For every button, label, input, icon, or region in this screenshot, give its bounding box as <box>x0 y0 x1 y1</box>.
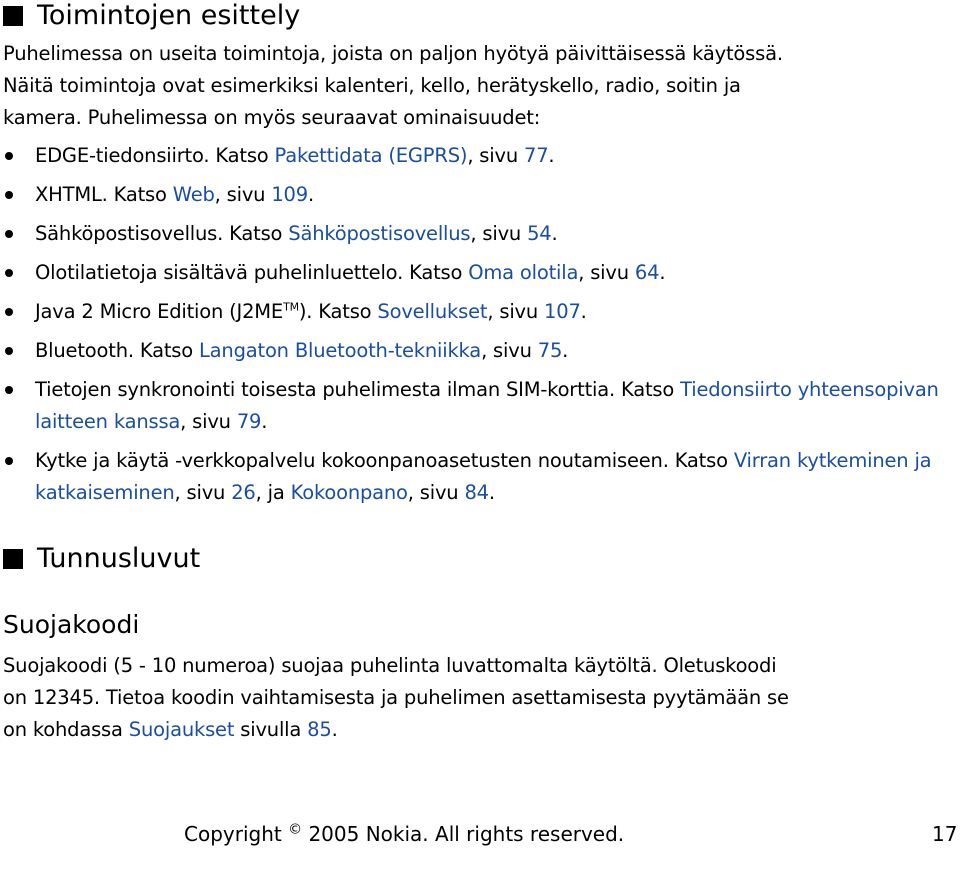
text-segment: Tietojen synkronointi toisesta puhelimesta ilman SIM-korttia. Katso <box>35 378 681 401</box>
cross-reference-link[interactable]: 85 <box>307 718 332 741</box>
text-segment: , sivu <box>180 410 237 433</box>
text-segment: . <box>562 339 569 362</box>
copyright-suffix: 2005 Nokia. All rights reserved. <box>302 822 625 846</box>
cross-reference-link[interactable]: Kokoonpano <box>290 481 408 504</box>
cross-reference-link[interactable]: 77 <box>523 144 549 167</box>
text-segment: . <box>331 718 338 741</box>
cross-reference-link[interactable]: 84 <box>464 481 489 504</box>
text-segment: . <box>548 144 555 167</box>
page-number: 17 <box>932 822 958 846</box>
bullet-item <box>0 179 950 211</box>
cross-reference-link[interactable]: 107 <box>544 300 581 323</box>
footer-copyright <box>184 818 624 850</box>
text-segment: , sivu <box>487 300 545 323</box>
feature-bullet-list <box>0 140 950 516</box>
bullet-dot-icon <box>5 230 13 238</box>
cross-reference-link[interactable]: Sovellukset <box>377 300 488 323</box>
cross-reference-link[interactable]: 109 <box>271 183 308 206</box>
bullet-dot-icon <box>5 152 13 160</box>
bullet-item <box>0 296 950 328</box>
bullet-item <box>0 140 950 172</box>
text-segment: ). Katso <box>298 300 378 323</box>
bullet-item <box>0 335 950 367</box>
cross-reference-link[interactable]: 26 <box>231 481 256 504</box>
section-heading-features <box>0 0 300 32</box>
section-title: Tunnusluvut <box>37 543 201 574</box>
cross-reference-link[interactable]: Web <box>172 183 215 206</box>
text-segment: . <box>580 300 587 323</box>
text-segment: Bluetooth. Katso <box>35 339 199 362</box>
intro-line: kamera. Puhelimessa on myös seuraavat ominaisuudet: <box>3 106 541 129</box>
cross-reference-link[interactable]: Langaton Bluetooth-tekniikka <box>199 339 482 362</box>
bullet-item <box>0 257 950 289</box>
cross-reference-link[interactable]: Sähköpostisovellus <box>288 222 471 245</box>
text-segment: , sivu <box>174 481 232 504</box>
text-segment: Suojakoodi (5 - 10 numeroa) suojaa puhelinta luvattomalta käytöltä. Oletuskoodi on 12345. Tietoa koodin vaihtamisesta ja puhelimen asettamisesta pyytämään se on kohdassa <box>3 654 789 741</box>
cross-reference-link[interactable]: Tiedonsiirto yhteensopivan laitteen kanssa <box>35 378 939 433</box>
bullet-dot-icon <box>5 386 13 394</box>
text-segment: . <box>261 410 268 433</box>
text-segment: Sähköpostisovellus. Katso <box>35 222 289 245</box>
text-segment: . <box>488 481 495 504</box>
text-segment: , sivu <box>407 481 465 504</box>
bullet-item <box>0 445 950 509</box>
bullet-dot-icon <box>5 308 13 316</box>
cross-reference-link[interactable]: 54 <box>527 222 552 245</box>
section-title: Toimintojen esittely <box>37 0 301 31</box>
text-segment: , ja <box>255 481 291 504</box>
section-heading-codes <box>0 543 200 575</box>
text-segment: , sivu <box>578 261 635 284</box>
bullet-dot-icon <box>5 191 13 199</box>
cross-reference-link[interactable]: Pakettidata (EGPRS) <box>274 144 468 167</box>
text-segment: , sivu <box>470 222 528 245</box>
cross-reference-link[interactable]: Virran kytkeminen ja katkaiseminen <box>35 449 932 504</box>
text-segment: . <box>307 183 314 206</box>
text-segment: EDGE-tiedonsiirto. Katso <box>35 144 275 167</box>
bullet-item <box>0 374 950 438</box>
text-segment: XHTML. Katso <box>35 183 173 206</box>
cross-reference-link[interactable]: 75 <box>537 339 563 362</box>
security-code-paragraph <box>3 650 803 746</box>
copyright-symbol-icon: © <box>288 821 303 838</box>
bullet-dot-icon <box>5 457 13 465</box>
bullet-dot-icon <box>5 347 13 355</box>
cross-reference-link[interactable]: Suojaukset <box>128 718 235 741</box>
section-square-icon <box>3 549 23 569</box>
text-segment: Kytke ja käytä -verkkopalvelu kokoonpanoasetusten noutamiseen. Katso <box>35 449 734 472</box>
trademark-sup: TM <box>283 300 299 314</box>
section-square-icon <box>3 6 23 26</box>
bullet-dot-icon <box>5 269 13 277</box>
intro-line: Puhelimessa on useita toimintoja, joista on paljon hyötyä päivittäisessä käytössä. <box>3 42 783 65</box>
text-segment: Olotilatietoja sisältävä puhelinluettelo. Katso <box>35 261 469 284</box>
text-segment: , sivu <box>214 183 272 206</box>
text-segment: , sivu <box>481 339 538 362</box>
cross-reference-link[interactable]: 79 <box>236 410 262 433</box>
text-segment: , sivu <box>467 144 524 167</box>
intro-line: Näitä toimintoja ovat esimerkiksi kalenteri, kello, herätyskello, radio, soitin ja <box>3 74 741 97</box>
intro-paragraph <box>3 38 953 134</box>
cross-reference-link[interactable]: Oma olotila <box>468 261 579 284</box>
copyright-prefix: Copyright <box>184 822 289 846</box>
bullet-item <box>0 218 950 250</box>
text-segment: . <box>551 222 558 245</box>
cross-reference-link[interactable]: 64 <box>634 261 660 284</box>
text-segment: . <box>659 261 666 284</box>
subheading-security-code: Suojakoodi <box>3 610 140 639</box>
text-segment: sivulla <box>234 718 308 741</box>
text-segment: Java 2 Micro Edition (J2ME <box>35 300 284 323</box>
